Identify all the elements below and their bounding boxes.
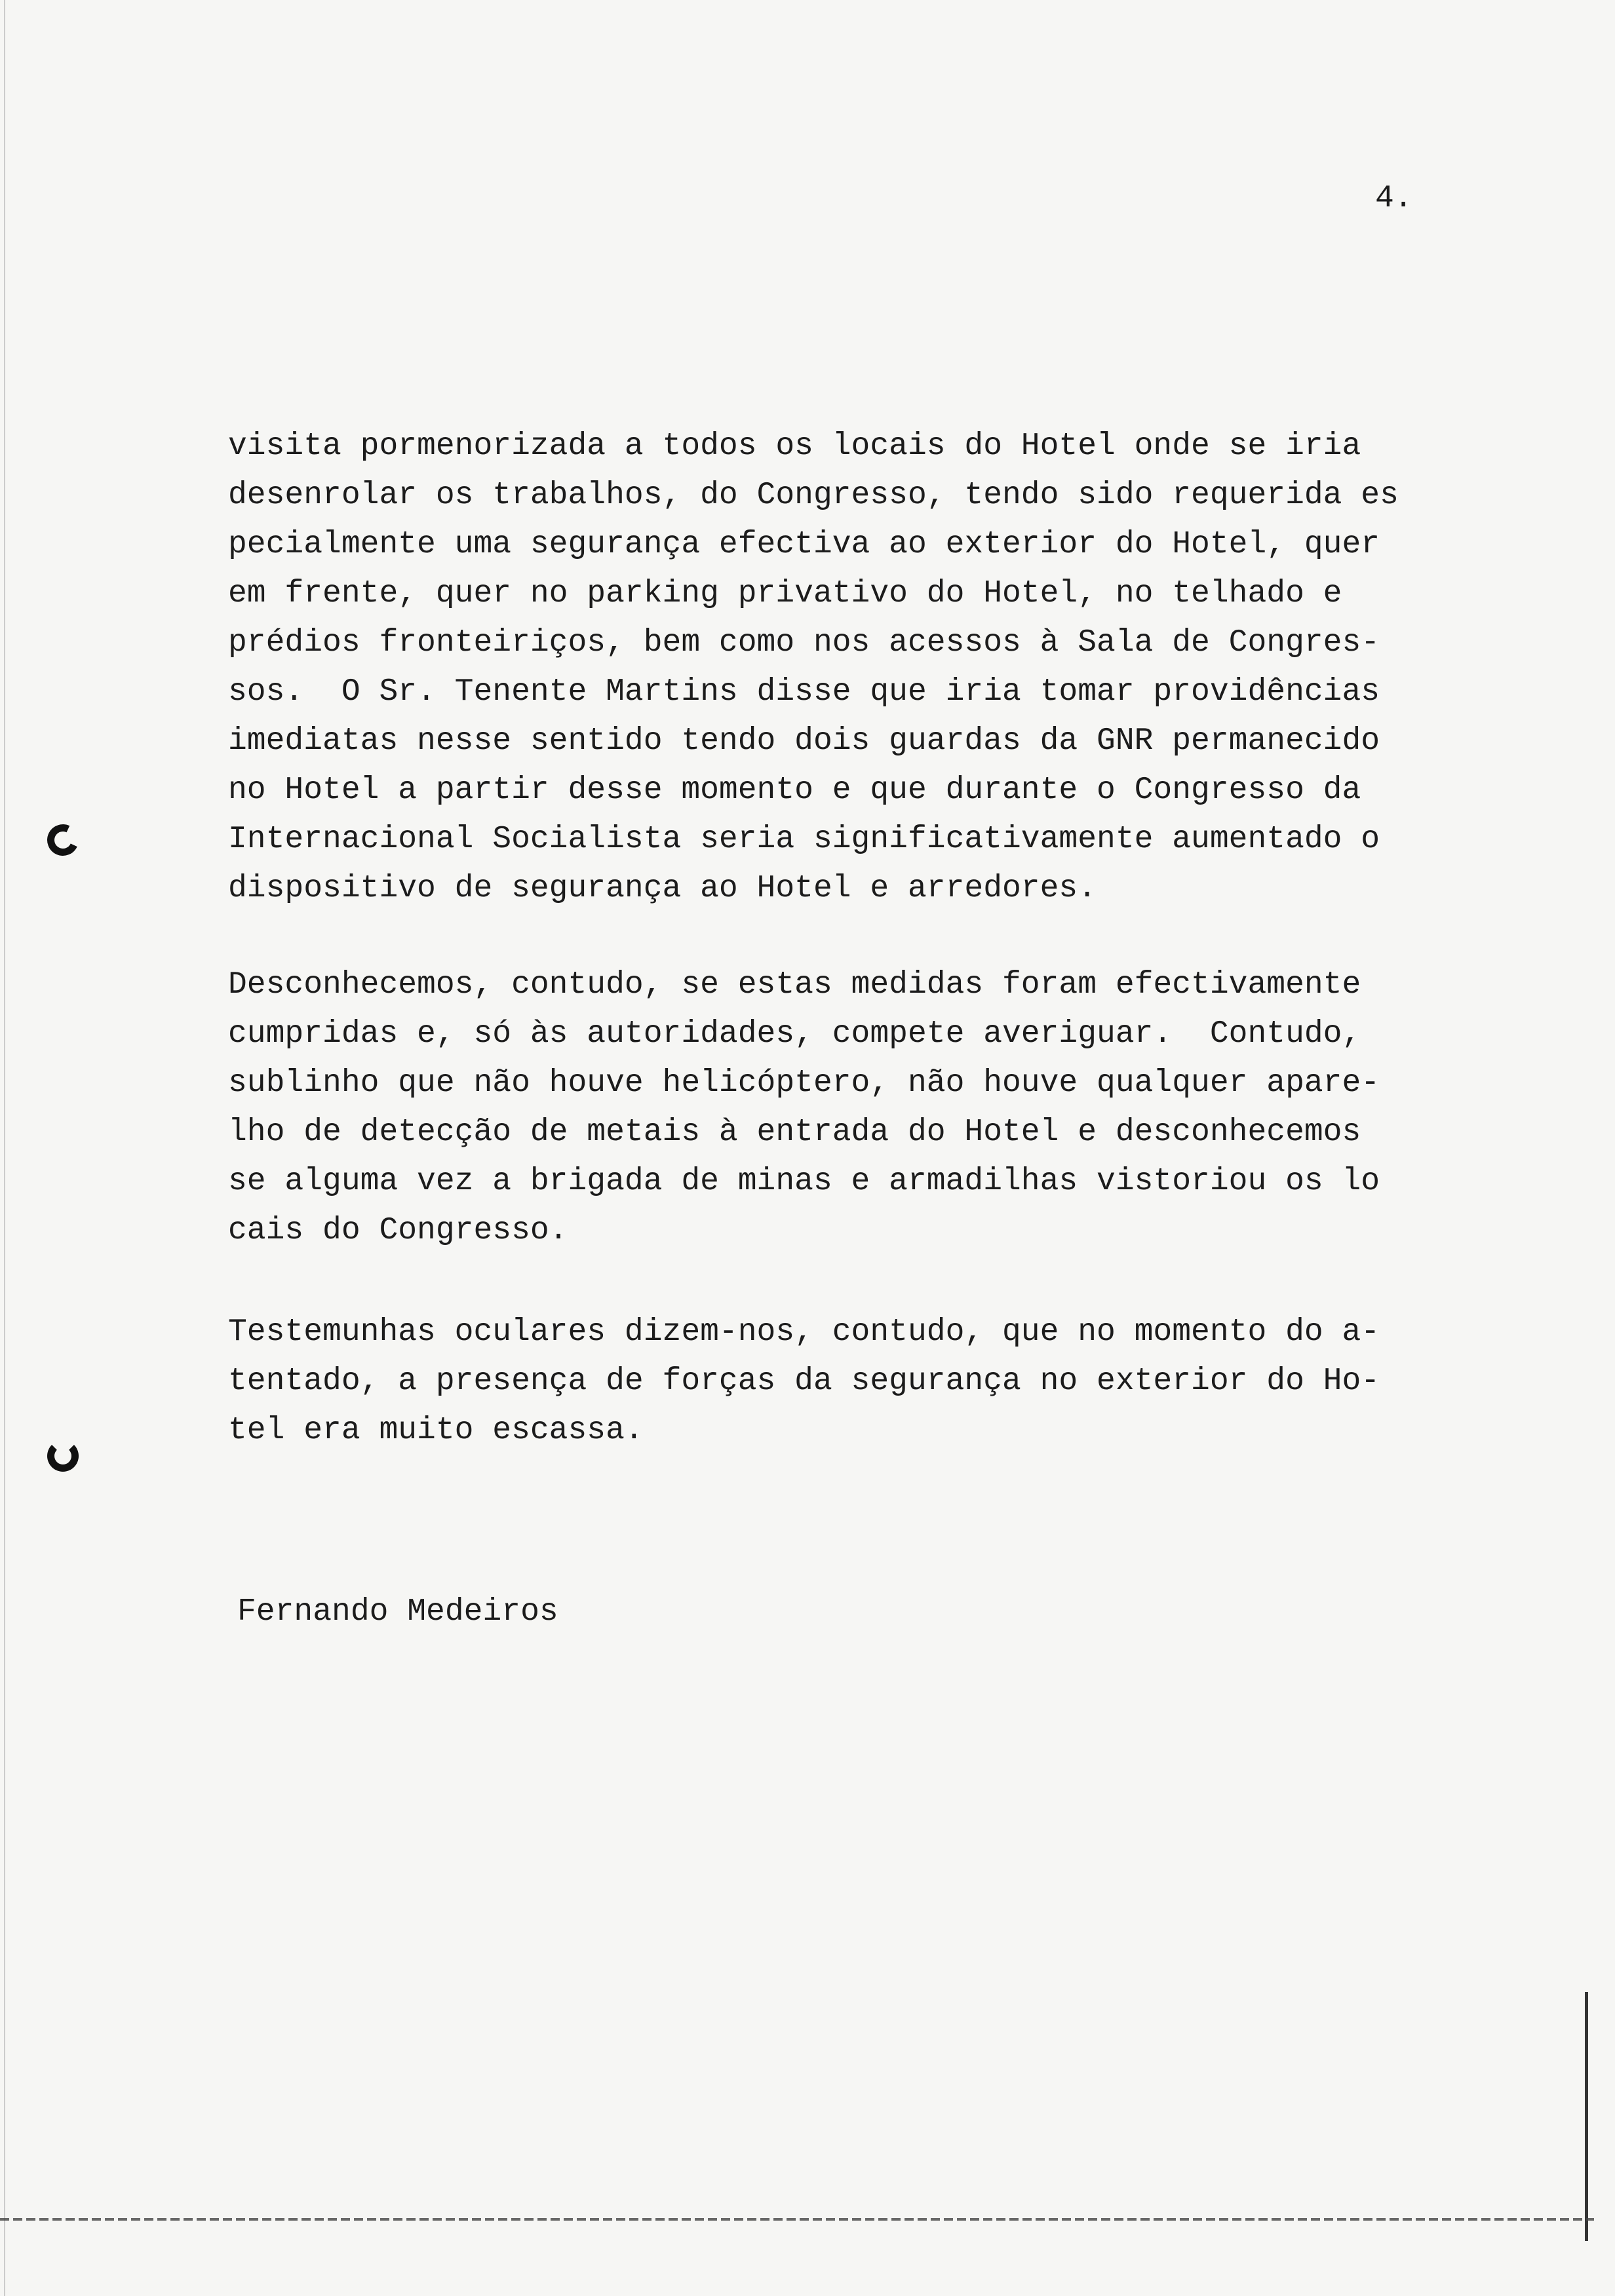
scan-edge-right [1585, 1992, 1588, 2241]
text-line: sos. O Sr. Tenente Martins disse que iria tomar providências [228, 674, 1380, 710]
text-line: no Hotel a partir desse momento e que durante o Congresso da [228, 773, 1361, 808]
text-line: dispositivo de segurança ao Hotel e arredores. [228, 871, 1097, 906]
text-line: desenrolar os trabalhos, do Congresso, tendo sido requerida es [228, 478, 1399, 513]
paragraph-3 [228, 1308, 1380, 1455]
punch-hole-icon [43, 820, 83, 860]
paragraph-2 [228, 961, 1380, 1255]
text-line: visita pormenorizada a todos os locais do Hotel onde se iria [228, 429, 1361, 464]
text-line: se alguma vez a brigada de minas e armadilhas vistoriou os lo [228, 1164, 1380, 1199]
scan-edge-left [4, 0, 5, 2296]
text-line: cais do Congresso. [228, 1213, 568, 1248]
text-line: Internacional Socialista seria significativamente aumentado o [228, 822, 1380, 857]
text-line: prédios fronteiriços, bem como nos acessos à Sala de Congres- [228, 625, 1380, 660]
text-line: lho de detecção de metais à entrada do Hotel e desconhecemos [228, 1115, 1361, 1150]
punch-hole-icon [47, 1440, 79, 1472]
text-line: sublinho que não houve helicóptero, não houve qualquer apare- [228, 1065, 1380, 1101]
page-number: 4. [1375, 181, 1413, 216]
text-line: imediatas nesse sentido tendo dois guardas da GNR permanecido [228, 723, 1380, 759]
signature-name: Fernando Medeiros [237, 1594, 558, 1630]
text-line: pecialmente uma segurança efectiva ao exterior do Hotel, quer [228, 527, 1380, 562]
text-line: Testemunhas oculares dizem-nos, contudo, que no momento do a- [228, 1314, 1380, 1350]
text-line: em frente, quer no parking privativo do Hotel, no telhado e [228, 576, 1342, 611]
paragraph-1 [228, 422, 1399, 913]
scan-edge-bottom [0, 2218, 1594, 2221]
text-line: Desconhecemos, contudo, se estas medidas foram efectivamente [228, 967, 1361, 1003]
text-line: tentado, a presença de forças da segurança no exterior do Ho- [228, 1364, 1380, 1399]
text-line: tel era muito escassa. [228, 1413, 644, 1448]
text-line: cumpridas e, só às autoridades, compete averiguar. Contudo, [228, 1016, 1361, 1052]
